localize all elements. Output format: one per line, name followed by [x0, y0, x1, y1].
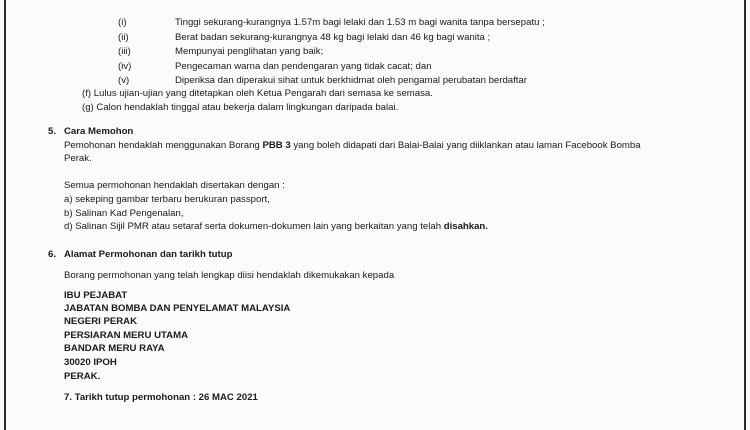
- requirement-numeral: (iv): [118, 61, 132, 72]
- closing-date: 7. Tarikh tutup permohonan : 26 MAC 2021: [64, 392, 258, 403]
- requirement-text: Pengecaman warna dan pendengaran yang tidak cacat; dan: [175, 61, 432, 72]
- section-6-number: 6.: [48, 249, 57, 260]
- section-5-para1-part1: Pemohonan hendaklah menggunakan Borang: [64, 140, 263, 151]
- page-border-left: [4, 0, 6, 430]
- address-line: IBU PEJABAT: [64, 290, 128, 301]
- attachment-list-item-emphasis: disahkan.: [443, 221, 488, 232]
- section-5-paragraph-1: [64, 140, 641, 152]
- address-line: JABATAN BOMBA DAN PENYELAMAT MALAYSIA: [64, 303, 291, 314]
- item-g: (g) Calon hendaklah tinggal atau bekerja dalam lingkungan daripada balai.: [82, 102, 399, 113]
- item-f: (f) Lulus ujian-ujian yang ditetapkan oleh Ketua Pengarah dari semasa ke semasa.: [82, 88, 433, 99]
- address-line: PERAK.: [64, 371, 101, 382]
- address-line: PERSIARAN MERU UTAMA: [64, 330, 189, 341]
- requirement-text: Mempunyai penglihatan yang baik;: [175, 46, 324, 57]
- page-border-right: [744, 0, 746, 430]
- section-5-paragraph-1-line-2: Perak.: [64, 153, 92, 164]
- requirement-numeral: (iii): [118, 46, 131, 57]
- section-5-number: 5.: [48, 126, 57, 137]
- requirement-numeral: (i): [118, 17, 127, 28]
- section-6-paragraph: Borang permohonan yang telah lengkap diisi hendaklah dikemukakan kepada: [64, 270, 395, 281]
- attachment-list-item-text: d) Salinan Sijil PMR atau setaraf serta dokumen-dokumen lain yang berkaitan yang telah: [64, 221, 444, 232]
- attachment-list-item: b) Salinan Kad Pengenalan,: [64, 208, 184, 219]
- requirement-text: Berat badan sekurang-kurangnya 48 kg bagi lelaki dan 46 kg bagi wanita ;: [175, 32, 491, 43]
- section-6-heading: Alamat Permohonan dan tarikh tutup: [64, 249, 233, 260]
- section-5-paragraph-2: Semua permohonan hendaklah disertakan dengan :: [64, 180, 285, 191]
- address-line: BANDAR MERU RAYA: [64, 343, 165, 354]
- requirement-text: Diperiksa dan diperakui sihat untuk berkhidmat oleh pengamal perubatan berdaftar: [175, 75, 527, 86]
- attachment-list-item: [64, 221, 488, 233]
- form-name: PBB 3: [262, 140, 291, 151]
- address-line: NEGERI PERAK: [64, 316, 138, 327]
- requirement-numeral: (ii): [118, 32, 129, 43]
- section-5-heading: Cara Memohon: [64, 126, 134, 137]
- section-5-para1-part2: yang boleh didapati dari Balai-Balai yang diiklankan atau laman Facebook Bomba: [290, 140, 641, 151]
- address-line: 30020 IPOH: [64, 357, 117, 368]
- attachment-list-item: a) sekeping gambar terbaru berukuran passport,: [64, 194, 270, 205]
- requirement-numeral: (v): [118, 75, 130, 86]
- requirement-text: Tinggi sekurang-kurangnya 1.57m bagi lelaki dan 1.53 m bagi wanita tanpa bersepatu ;: [175, 17, 545, 28]
